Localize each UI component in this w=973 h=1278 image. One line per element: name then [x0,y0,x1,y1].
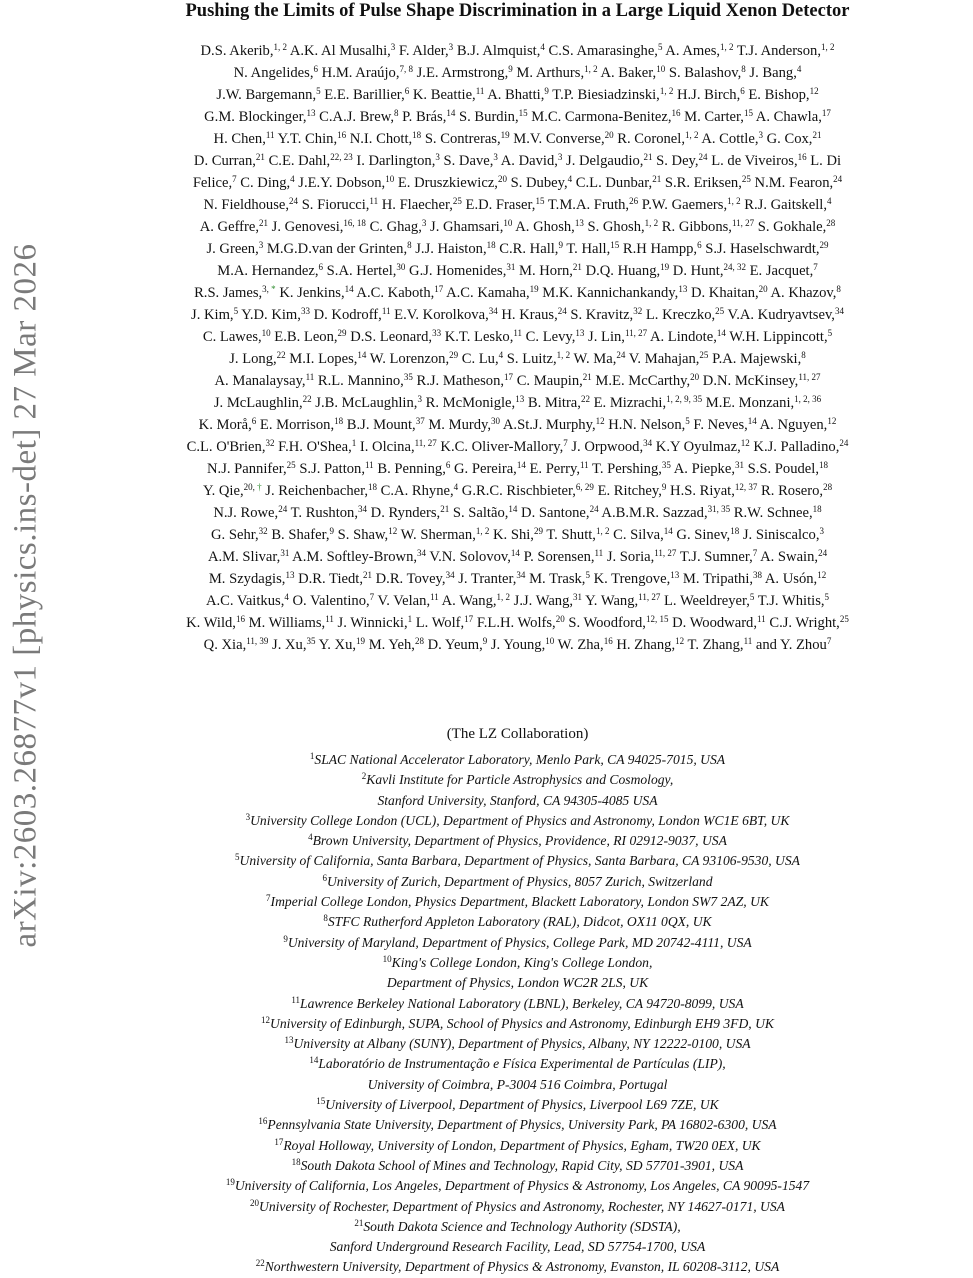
affiliation-ref: 7, 8 [399,64,413,74]
affiliation-ref: 6 [322,872,327,883]
affiliation-ref: 24 [839,438,849,448]
affiliation-ref: 12, 15 [645,614,669,624]
author-line: D. Curran,$^{21}$ C.E. Dahl,$^{22, 23}$ I. Darlington,$^3$ S. Dave,$^3$ A. David,$^3$ J. Delgaudio,$^{21}$ S. Dey,$^{24}$ L. de Viveiros,$^{16}$ L. Di [193,152,842,169]
affiliation-ref: 14 [510,548,520,558]
affiliation-ref: 6, 29 [575,482,594,492]
affiliation-ref: 28 [823,482,833,492]
author-list [62,40,973,656]
affiliation-ref: 21 [572,262,582,272]
footnote-mark[interactable]: † [257,482,262,492]
affiliation-line: $^4$Brown University, Department of Physics, Providence, RI 02912-9037, USA [308,832,727,849]
affiliation-ref: 8 [801,350,806,360]
arxiv-sidebar [0,175,52,1015]
affiliation-ref: 17 [434,284,444,294]
affiliation-line: $^1$SLAC National Accelerator Laboratory, Menlo Park, CA 94025-7015, USA [309,751,726,767]
affiliation-line: $^{11}$Lawrence Berkeley National Laboratory (LBNL), Berkeley, CA 94720-8099, USA [291,994,744,1011]
affiliation-ref: 11 [305,372,315,382]
affiliation-ref: 22 [580,394,590,404]
affiliation-ref: 20 [497,174,507,184]
affiliation-ref: 14 [446,108,456,118]
affiliation-ref: 19 [660,262,670,272]
affiliation-ref: 11 [757,614,766,624]
affiliation-ref: 7 [266,893,271,904]
affiliation-ref: 8 [741,64,746,74]
affiliation-ref: 25 [286,460,296,470]
affiliation-ref: 10 [261,328,271,338]
affiliation-ref: 4 [290,174,295,184]
affiliation-ref: 31 [506,262,516,272]
affiliation-line: $^6$University of Zurich, Department of Physics, 8057 Zurich, Switzerland [322,872,713,889]
author-line: C.L. O'Brien,$^{32}$ F.H. O'Shea,$^1$ I. Olcina,$^{11, 27}$ K.C. Oliver-Mallory,$^7$ J. Orpwood,$^{34}$ K.Y Oyulmaz,$^{12}$ K.J. Palladino,$^{24}$ [186,438,849,455]
affiliation-ref: 24 [818,548,828,558]
affiliation-ref: 9 [508,64,513,74]
affiliation-ref: 25 [741,174,751,184]
affiliation-ref: 32 [265,438,275,448]
affiliation-ref: 32 [258,526,268,536]
affiliation-ref: 14 [516,460,526,470]
author-line: A.M. Slivar,$^{31}$ A.M. Softley-Brown,$^{34}$ V.N. Solovov,$^{14}$ P. Sorensen,$^{11}$ J. Soria,$^{11, 27}$ T.J. Sumner,$^7$ A. Swain,$^{24}$ [207,548,828,565]
affiliation-ref: 14 [716,328,726,338]
affiliation-ref: 7 [813,262,818,272]
affiliation-ref: 19 [529,284,539,294]
affiliation-ref: 9 [544,86,549,96]
affiliation-ref: 10 [503,218,513,228]
affiliation-ref: 24 [557,306,567,316]
affiliation-ref: 3 [493,152,498,162]
affiliation-line: $^8$STFC Rutherford Appleton Laboratory (RAL), Didcot, OX11 0QX, UK [323,913,712,930]
author-line: J. Green,$^3$ M.G.D.van der Grinten,$^8$ J.J. Haiston,$^{18}$ C.R. Hall,$^9$ T. Hall,$^{15}$ R.H Hampp,$^6$ S.J. Haselschwardt,$^{29}$ [206,240,829,257]
affiliation-ref: 1, 2 [727,196,741,206]
footnote-mark[interactable]: * [271,284,276,294]
author-line: R.S. James,$^{3, *}$ K. Jenkins,$^{14}$ A.C. Kaboth,$^{17}$ A.C. Kamaha,$^{19}$ M.K. Kannichankandy,$^{13}$ D. Khaitan,$^{20}$ A. Khazov,$^8$ [194,284,841,301]
affiliation-ref: 20 [604,130,614,140]
affiliation-ref: 17 [274,1136,284,1147]
affiliation-ref: 1, 2 [595,526,610,536]
affiliation-line: $^3$University College London (UCL), Department of Physics and Astronomy, London WC1E 6BT, UK [245,811,790,828]
affiliation-ref: 34 [834,306,844,316]
affiliation-ref: 34 [358,504,368,514]
affiliation-ref: 12 [827,416,837,426]
affiliation-ref: 21 [812,130,822,140]
affiliation-ref: 6 [445,460,451,470]
affiliation-ref: 24 [589,504,599,514]
affiliation-ref: 20, † [243,482,262,492]
affiliation-line: $^{18}$South Dakota School of Mines and Technology, Rapid City, SD 57701-3901, USA [291,1156,744,1173]
author-line: J. Kim,$^5$ Y.D. Kim,$^{33}$ D. Kodroff,$^{11}$ E.V. Korolkova,$^{34}$ H. Kraus,$^{24}$ S. Kravitz,$^{32}$ L. Kreczko,$^{25}$ V.A. Kudryavtsev,$^{34}$ [191,306,844,323]
affiliation-ref: 31 [573,592,583,602]
affiliation-ref: 6 [697,240,702,250]
affiliation-ref: 14 [663,526,673,536]
author-line: Q. Xia,$^{11, 39}$ J. Xu,$^{35}$ Y. Xu,$^{19}$ M. Yeh,$^{28}$ D. Yeum,$^9$ J. Young,$^{10}$ W. Zha,$^{16}$ H. Zhang,$^{12}$ T. Zhang,$^{11}$ and Y. Zhou$^7$ [203,636,832,653]
affiliation-ref: 13 [515,394,525,404]
affiliation-ref: 4 [453,482,459,492]
affiliation-ref: 24 [289,196,299,206]
affiliation-list [62,750,973,1278]
affiliation-ref: 1, 2 [644,218,659,228]
affiliation-line: $^2$Kavli Institute for Particle Astrophysics and Cosmology, [361,771,674,788]
affiliation-line: $^7$Imperial College London, Physics Department, Blackett Laboratory, London SW7 2AZ, UK [266,893,769,910]
affiliation-ref: 21 [362,570,372,580]
affiliation-ref: 12 [817,570,827,580]
affiliation-ref: 2 [361,771,367,782]
affiliation-ref: 1, 2 [496,592,511,602]
affiliation-line: $^{12}$University of Edinburgh, SUPA, School of Physics and Astronomy, Edinburgh EH9 3FD, UK [261,1014,774,1031]
affiliation-line: $^9$University of Maryland, Department of Physics, College Park, MD 20742-4111, USA [283,933,752,950]
affiliation-ref: 21 [259,218,269,228]
author-line: Felice,$^7$ C. Ding,$^4$ J.E.Y. Dobson,$^{10}$ E. Druszkiewicz,$^{20}$ S. Dubey,$^4$ C.L. Dunbar,$^{21}$ S.R. Eriksen,$^{25}$ N.M. Fearon,$^{24}$ [192,174,843,191]
affiliation-line: $^{17}$Royal Holloway, University of London, Department of Physics, Egham, TW20 0EX, UK [274,1136,761,1153]
author-line: M.A. Hernandez,$^6$ S.A. Hertel,$^{30}$ G.J. Homenides,$^{31}$ M. Horn,$^{21}$ D.Q. Huang,$^{19}$ D. Hunt,$^{24, 32}$ E. Jacquet,$^7$ [217,262,818,279]
author-line: N.J. Pannifer,$^{25}$ S.J. Patton,$^{11}$ B. Penning,$^6$ G. Pereira,$^{14}$ E. Perry,$^{11}$ T. Pershing,$^{35}$ A. Piepke,$^{31}$ S.S. Poudel,$^{18}$ [207,460,828,477]
affiliation-ref: 13 [284,1035,294,1046]
affiliation-line: $^{19}$University of California, Los Angeles, Department of Physics & Astronomy, Los Angeles, CA 90095-1547 [225,1177,810,1194]
affiliation-ref: 12 [740,438,750,448]
affiliation-ref: 11, 27 [798,372,821,382]
affiliation-ref: 30 [491,416,501,426]
affiliation-ref: 9 [661,482,667,492]
affiliation-ref: 15 [535,196,545,206]
affiliation-ref: 6 [313,64,318,74]
affiliation-ref: 1, 2 [684,130,699,140]
affiliation-ref: 9 [329,526,335,536]
author-line: A. Manalaysay,$^{11}$ R.L. Mannino,$^{35}$ R.J. Matheson,$^{17}$ C. Maupin,$^{21}$ M.E. McCarthy,$^{20}$ D.N. McKinsey,$^{11, 27}$ [214,372,821,389]
affiliation-ref: 20 [758,284,768,294]
affiliation-ref: 24, 32 [723,262,746,272]
affiliation-ref: 5 [585,570,590,580]
affiliation-ref: 8 [323,913,328,924]
affiliation-ref: 30 [396,262,406,272]
affiliation-line: $^{14}$Laboratório de Instrumentação e Física Experimental de Partículas (LIP), [309,1055,726,1072]
affiliation-ref: 6 [404,86,410,96]
affiliation-line: University of Coimbra, P-3004 516 Coimbra, Portugal [367,1076,668,1092]
affiliation-ref: 11 [430,592,439,602]
affiliation-ref: 14 [344,284,354,294]
affiliation-ref: 25 [715,306,725,316]
affiliation-ref: 12 [261,1014,271,1025]
affiliation-ref: 10 [382,953,392,964]
author-line: J. McLaughlin,$^{22}$ J.B. McLaughlin,$^3$ R. McMonigle,$^{13}$ B. Mitra,$^{22}$ E. Mizrachi,$^{1, 2, 9, 35}$ M.E. Monzani,$^{1, 2, 36}$ [213,394,822,411]
author-line: J.W. Bargemann,$^5$ E.E. Barillier,$^6$ K. Beattie,$^{11}$ A. Bhatti,$^9$ T.P. Biesiadzinski,$^{1, 2}$ H.J. Birch,$^6$ E. Bishop,$^{12}$ [216,86,819,103]
affiliation-ref: 18 [812,504,822,514]
affiliation-ref: 3 [819,526,824,536]
affiliation-ref: 11 [594,548,604,558]
affiliation-ref: 3, * [262,284,276,294]
affiliation-ref: 4 [308,832,313,843]
affiliation-ref: 22 [302,394,312,404]
affiliation-ref: 17 [821,108,831,118]
affiliation-ref: 21 [440,504,450,514]
affiliation-ref: 4 [498,350,504,360]
affiliation-ref: 10 [385,174,395,184]
author-line: A. Geffre,$^{21}$ J. Genovesi,$^{16, 18}$ C. Ghag,$^3$ J. Ghamsari,$^{10}$ A. Ghosh,$^{13}$ S. Ghosh,$^{1, 2}$ R. Gibbons,$^{11, 27}$ S. Gokhale,$^{28}$ [199,218,836,235]
affiliation-ref: 11 [513,328,523,338]
affiliation-ref: 21 [652,174,662,184]
affiliation-ref: 34 [445,570,455,580]
affiliation-line: $^{22}$Northwestern University, Department of Physics & Astronomy, Evanston, IL 60208-3112, USA [255,1258,780,1275]
affiliation-ref: 6 [740,86,745,96]
affiliation-ref: 35 [661,460,671,470]
affiliation-ref: 1 [351,438,357,448]
affiliation-ref: 34 [516,570,526,580]
affiliation-ref: 12 [595,416,605,426]
affiliation-ref: 33 [432,328,442,338]
affiliation-ref: 13 [285,570,295,580]
affiliation-line: Sanford Underground Research Facility, Lead, SD 57754-1700, USA [329,1239,706,1255]
affiliation-ref: 18 [334,416,344,426]
affiliation-ref: 5 [824,592,830,602]
affiliation-ref: 37 [415,416,425,426]
affiliation-ref: 22 [276,350,286,360]
affiliation-ref: 35 [306,636,316,646]
author-line: N. Angelides,$^6$ H.M. Araújo,$^{7, 8}$ J.E. Armstrong,$^9$ M. Arthurs,$^{1, 2}$ A. Baker,$^{10}$ S. Balashov,$^8$ J. Bang,$^4$ [233,64,802,81]
affiliation-line: Stanford University, Stanford, CA 94305-4085 USA [377,792,658,808]
affiliation-ref: 20 [690,372,700,382]
affiliation-ref: 22 [255,1258,265,1269]
affiliation-ref: 20 [250,1197,260,1208]
affiliation-ref: 3 [448,42,454,52]
affiliation-ref: 4 [796,64,802,74]
affiliation-ref: 11 [475,86,485,96]
affiliation-ref: 18 [412,130,422,140]
affiliation-ref: 1, 2 [475,526,490,536]
affiliation-ref: 16 [258,1116,268,1127]
affiliation-ref: 34 [417,548,427,558]
affiliation-ref: 16, 18 [343,218,366,228]
affiliation-ref: 13 [575,328,585,338]
affiliation-line: Department of Physics, London WC2R 2LS, UK [386,975,649,991]
affiliation-ref: 13 [678,284,688,294]
affiliation-ref: 34 [488,306,498,316]
affiliation-ref: 17 [504,372,514,382]
affiliation-ref: 5 [827,328,833,338]
affiliation-ref: 4 [826,196,832,206]
affiliation-ref: 11, 27 [638,592,661,602]
affiliation-ref: 1, 2 [584,64,598,74]
author-line: J. Long,$^{22}$ M.I. Lopes,$^{14}$ W. Lorenzon,$^{29}$ C. Lu,$^4$ S. Luitz,$^{1, 2}$ W. Ma,$^{24}$ V. Mahajan,$^{25}$ P.A. Majewski,$^8$ [229,350,806,367]
affiliation-ref: 21 [354,1217,364,1228]
affiliation-ref: 11 [291,994,301,1005]
affiliation-ref: 10 [545,636,555,646]
author-line: A.C. Vaitkus,$^4$ O. Valentino,$^7$ V. Velan,$^{11}$ A. Wang,$^{1, 2}$ J.J. Wang,$^{31}$ Y. Wang,$^{11, 27}$ L. Weeldreyer,$^5$ T.J. Whitis,$^5$ [205,592,830,609]
affiliation-ref: 14 [357,350,367,360]
affiliation-ref: 6 [318,262,324,272]
affiliation-ref: 4 [567,174,573,184]
affiliation-ref: 38 [753,570,763,580]
affiliation-ref: 3 [557,152,563,162]
affiliation-ref: 12 [675,636,685,646]
affiliation-ref: 21 [255,152,265,162]
affiliation-ref: 35 [403,372,413,382]
collaboration-name: (The LZ Collaboration) [446,726,589,742]
affiliation-ref: 9 [482,636,488,646]
affiliation-ref: 3 [245,811,251,822]
affiliation-ref: 29 [449,350,459,360]
affiliation-ref: 9 [558,240,563,250]
affiliation-ref: 31, 35 [707,504,731,514]
affiliation-ref: 1, 2 [820,42,835,52]
affiliation-ref: 5 [685,416,690,426]
affiliation-ref: 5 [657,42,663,52]
affiliation-ref: 8 [394,108,399,118]
affiliation-ref: 7 [232,174,237,184]
affiliation-ref: 11 [265,130,275,140]
affiliation-ref: 16 [671,108,681,118]
author-line: C. Lawes,$^{10}$ E.B. Leon,$^{29}$ D.S. Leonard,$^{33}$ K.T. Lesko,$^{11}$ C. Levy,$^{13}$ J. Lin,$^{11, 27}$ A. Lindote,$^{14}$ W.H. Lippincott,$^5$ [202,328,833,345]
affiliation-ref: 11, 27 [414,438,437,448]
affiliation-line: $^{20}$University of Rochester, Department of Physics and Astronomy, Rochester, NY 14627-0171, USA [250,1197,785,1214]
affiliation-line: $^{15}$University of Liverpool, Department of Physics, Liverpool L69 7ZE, UK [316,1096,719,1113]
affiliation-ref: 24 [278,504,288,514]
affiliation-ref: 12 [809,86,819,96]
affiliation-ref: 3 [758,130,763,140]
affiliation-ref: 1 [309,751,315,761]
affiliation-line: $^{10}$King's College London, King's College London, [382,953,653,970]
author-line: G.M. Blockinger,$^{13}$ C.A.J. Brew,$^8$ P. Brás,$^{14}$ S. Burdin,$^{15}$ M.C. Carmona-Benitez,$^{16}$ M. Carter,$^{15}$ A. Chawla,$^{17}$ [204,108,831,125]
affiliation-ref: 32 [633,306,643,316]
author-line: N. Fieldhouse,$^{24}$ S. Fiorucci,$^{11}$ H. Flaecher,$^{25}$ E.D. Fraser,$^{15}$ T.M.A. Fruth,$^{26}$ P.W. Gaemers,$^{1, 2}$ R.J. Gaitskell,$^4$ [203,196,832,213]
affiliation-line: $^{13}$University at Albany (SUNY), Department of Physics, Albany, NY 12222-0100, USA [284,1035,751,1052]
affiliation-ref: 34 [643,438,653,448]
affiliation-ref: 16 [235,614,245,624]
affiliation-ref: 18 [730,526,740,536]
affiliation-line: $^{21}$South Dakota Science and Technology Authority (SDSTA), [354,1217,681,1234]
affiliation-ref: 16 [603,636,613,646]
affiliation-ref: 1, 2 [659,86,674,96]
affiliation-ref: 31 [734,460,744,470]
affiliation-ref: 22, 23 [330,152,353,162]
affiliation-ref: 13 [306,108,316,118]
affiliation-ref: 25 [839,614,849,624]
affiliation-ref: 11 [580,460,589,470]
affiliation-ref: 11 [381,306,391,316]
affiliation-ref: 12 [388,526,398,536]
affiliation-ref: 3 [417,394,422,404]
author-line: D.S. Akerib,$^{1, 2}$ A.K. Al Musalhi,$^3$ F. Alder,$^3$ B.J. Almquist,$^4$ C.S. Amarasinghe,$^5$ A. Ames,$^{1, 2}$ T.J. Anderson,$^{1, 2}$ [200,42,835,59]
affiliation-ref: 13 [574,218,584,228]
affiliation-ref: 7 [369,592,375,602]
arxiv-identifier: arXiv:2603.26877v1 [physics.ins-det] 27 Mar 2026 [7,242,44,948]
paper-title: Pushing the Limits of Pulse Shape Discrimination in a Large Liquid Xenon Detector [185,1,850,21]
affiliation-ref: 14 [309,1055,319,1066]
affiliation-ref: 11 [743,636,753,646]
affiliation-ref: 18 [818,460,828,470]
affiliation-ref: 26 [629,196,639,206]
author-line: M. Szydagis,$^{13}$ D.R. Tiedt,$^{21}$ D.R. Tovey,$^{34}$ J. Tranter,$^{34}$ M. Trask,$^5$ K. Trengove,$^{13}$ M. Tripathi,$^{38}$ A. Usón,$^{12}$ [208,570,827,587]
affiliation-ref: 7 [563,438,568,448]
affiliation-ref: 28 [414,636,424,646]
affiliation-ref: 11, 39 [246,636,269,646]
affiliation-ref: 25 [699,350,709,360]
affiliation-ref: 14 [747,416,757,426]
affiliation-ref: 24 [833,174,843,184]
affiliation-ref: 19 [500,130,510,140]
affiliation-ref: 24 [616,350,626,360]
affiliation-ref: 15 [610,240,620,250]
affiliation-ref: 19 [356,636,366,646]
affiliation-ref: 3 [258,240,264,250]
affiliation-ref: 21 [582,372,592,382]
affiliation-ref: 5 [749,592,755,602]
affiliation-ref: 18 [486,240,496,250]
author-line: H. Chen,$^{11}$ Y.T. Chin,$^{16}$ N.I. Chott,$^{18}$ S. Contreras,$^{19}$ M.V. Converse,$^{20}$ R. Coronel,$^{1, 2}$ A. Cottle,$^3$ G. Cox,$^{21}$ [213,130,822,147]
affiliation-ref: 24 [698,152,708,162]
affiliation-ref: 7 [752,548,758,558]
affiliation-ref: 20 [555,614,565,624]
affiliation-ref: 15 [743,108,753,118]
affiliation-ref: 4 [540,42,545,52]
affiliation-ref: 5 [316,86,321,96]
affiliation-ref: 1, 2 [556,350,571,360]
affiliation-ref: 13 [670,570,680,580]
author-line: K. Wild,$^{16}$ M. Williams,$^{11}$ J. Winnicki,$^1$ L. Wolf,$^{17}$ F.L.H. Wolfs,$^{20}$ S. Woodford,$^{12, 15}$ D. Woodward,$^{11}$ C.J. Wright,$^{25}$ [186,614,849,631]
affiliation-ref: 11, 27 [654,548,677,558]
affiliation-ref: 29 [533,526,543,536]
affiliation-ref: 1, 2, 9, 35 [666,394,703,404]
affiliation-ref: 11 [365,460,374,470]
affiliation-ref: 3 [390,42,396,52]
affiliation-ref: 28 [826,218,836,228]
affiliation-ref: 16 [337,130,347,140]
affiliation-ref: 4 [284,592,289,602]
affiliation-ref: 21 [643,152,653,162]
affiliation-ref: 3 [435,152,440,162]
affiliation-ref: 1, 2 [273,42,287,52]
affiliation-ref: 5 [233,306,239,316]
affiliation-ref: 11 [325,614,334,624]
author-line: G. Sehr,$^{32}$ B. Shafer,$^9$ S. Shaw,$^{12}$ W. Sherman,$^{1, 2}$ K. Shi,$^{29}$ T. Shutt,$^{1, 2}$ C. Silva,$^{14}$ G. Sinev,$^{18}$ J. Siniscalco,$^3$ [211,526,824,543]
affiliation-ref: 31 [280,548,290,558]
affiliation-ref: 17 [464,614,474,624]
affiliation-ref: 33 [300,306,310,316]
affiliation-ref: 7 [826,636,832,646]
affiliation-ref: 8 [836,284,841,294]
affiliation-ref: 9 [283,933,288,944]
affiliation-ref: 29 [819,240,829,250]
affiliation-ref: 3 [421,218,427,228]
affiliation-ref: 11 [369,196,379,206]
affiliation-ref: 18 [368,482,378,492]
affiliation-ref: 1, 2 [720,42,734,52]
affiliation-ref: 29 [337,328,347,338]
author-line: K. Morå,$^6$ E. Morrison,$^{18}$ B.J. Mount,$^{37}$ M. Murdy,$^{30}$ A.St.J. Murphy,$^{12}$ H.N. Nelson,$^5$ F. Neves,$^{14}$ A. Nguyen,$^{12}$ [198,416,837,433]
affiliation-ref: 8 [407,240,412,250]
affiliation-ref: 19 [225,1177,235,1188]
affiliation-ref: 6 [251,416,257,426]
affiliation-ref: 5 [235,852,240,863]
affiliation-ref: 15 [316,1096,326,1107]
affiliation-ref: 15 [518,108,528,118]
affiliation-ref: 18 [291,1156,301,1167]
affiliation-ref: 11, 27 [624,328,648,338]
author-line: Y. Qie,$^{20, \dagger}$ J. Reichenbacher,$^{18}$ C.A. Rhyne,$^4$ G.R.C. Rischbieter,$^{6, 29}$ E. Ritchey,$^9$ H.S. Riyat,$^{12, 37}$ R. Rosero,$^{28}$ [202,482,833,499]
affiliation-ref: 10 [656,64,666,74]
affiliation-ref: 14 [508,504,518,514]
author-line: N.J. Rowe,$^{24}$ T. Rushton,$^{34}$ D. Rynders,$^{21}$ S. Saltão,$^{14}$ D. Santone,$^{24}$ A.B.M.R. Sazzad,$^{31, 35}$ R.W. Schnee,$^{18}$ [213,504,822,521]
affiliation-line: $^5$University of California, Santa Barbara, Department of Physics, Santa Barbara, CA 93106-9530, USA [235,852,800,869]
affiliation-line: $^{16}$Pennsylvania State University, Department of Physics, University Park, PA 16802-6300, USA [258,1116,777,1133]
affiliation-ref: 16 [797,152,807,162]
affiliation-ref: 25 [452,196,462,206]
affiliation-ref: 1 [407,614,413,624]
affiliation-ref: 12, 37 [734,482,758,492]
affiliation-ref: 11, 27 [731,218,755,228]
affiliation-ref: 1, 2, 36 [794,394,822,404]
